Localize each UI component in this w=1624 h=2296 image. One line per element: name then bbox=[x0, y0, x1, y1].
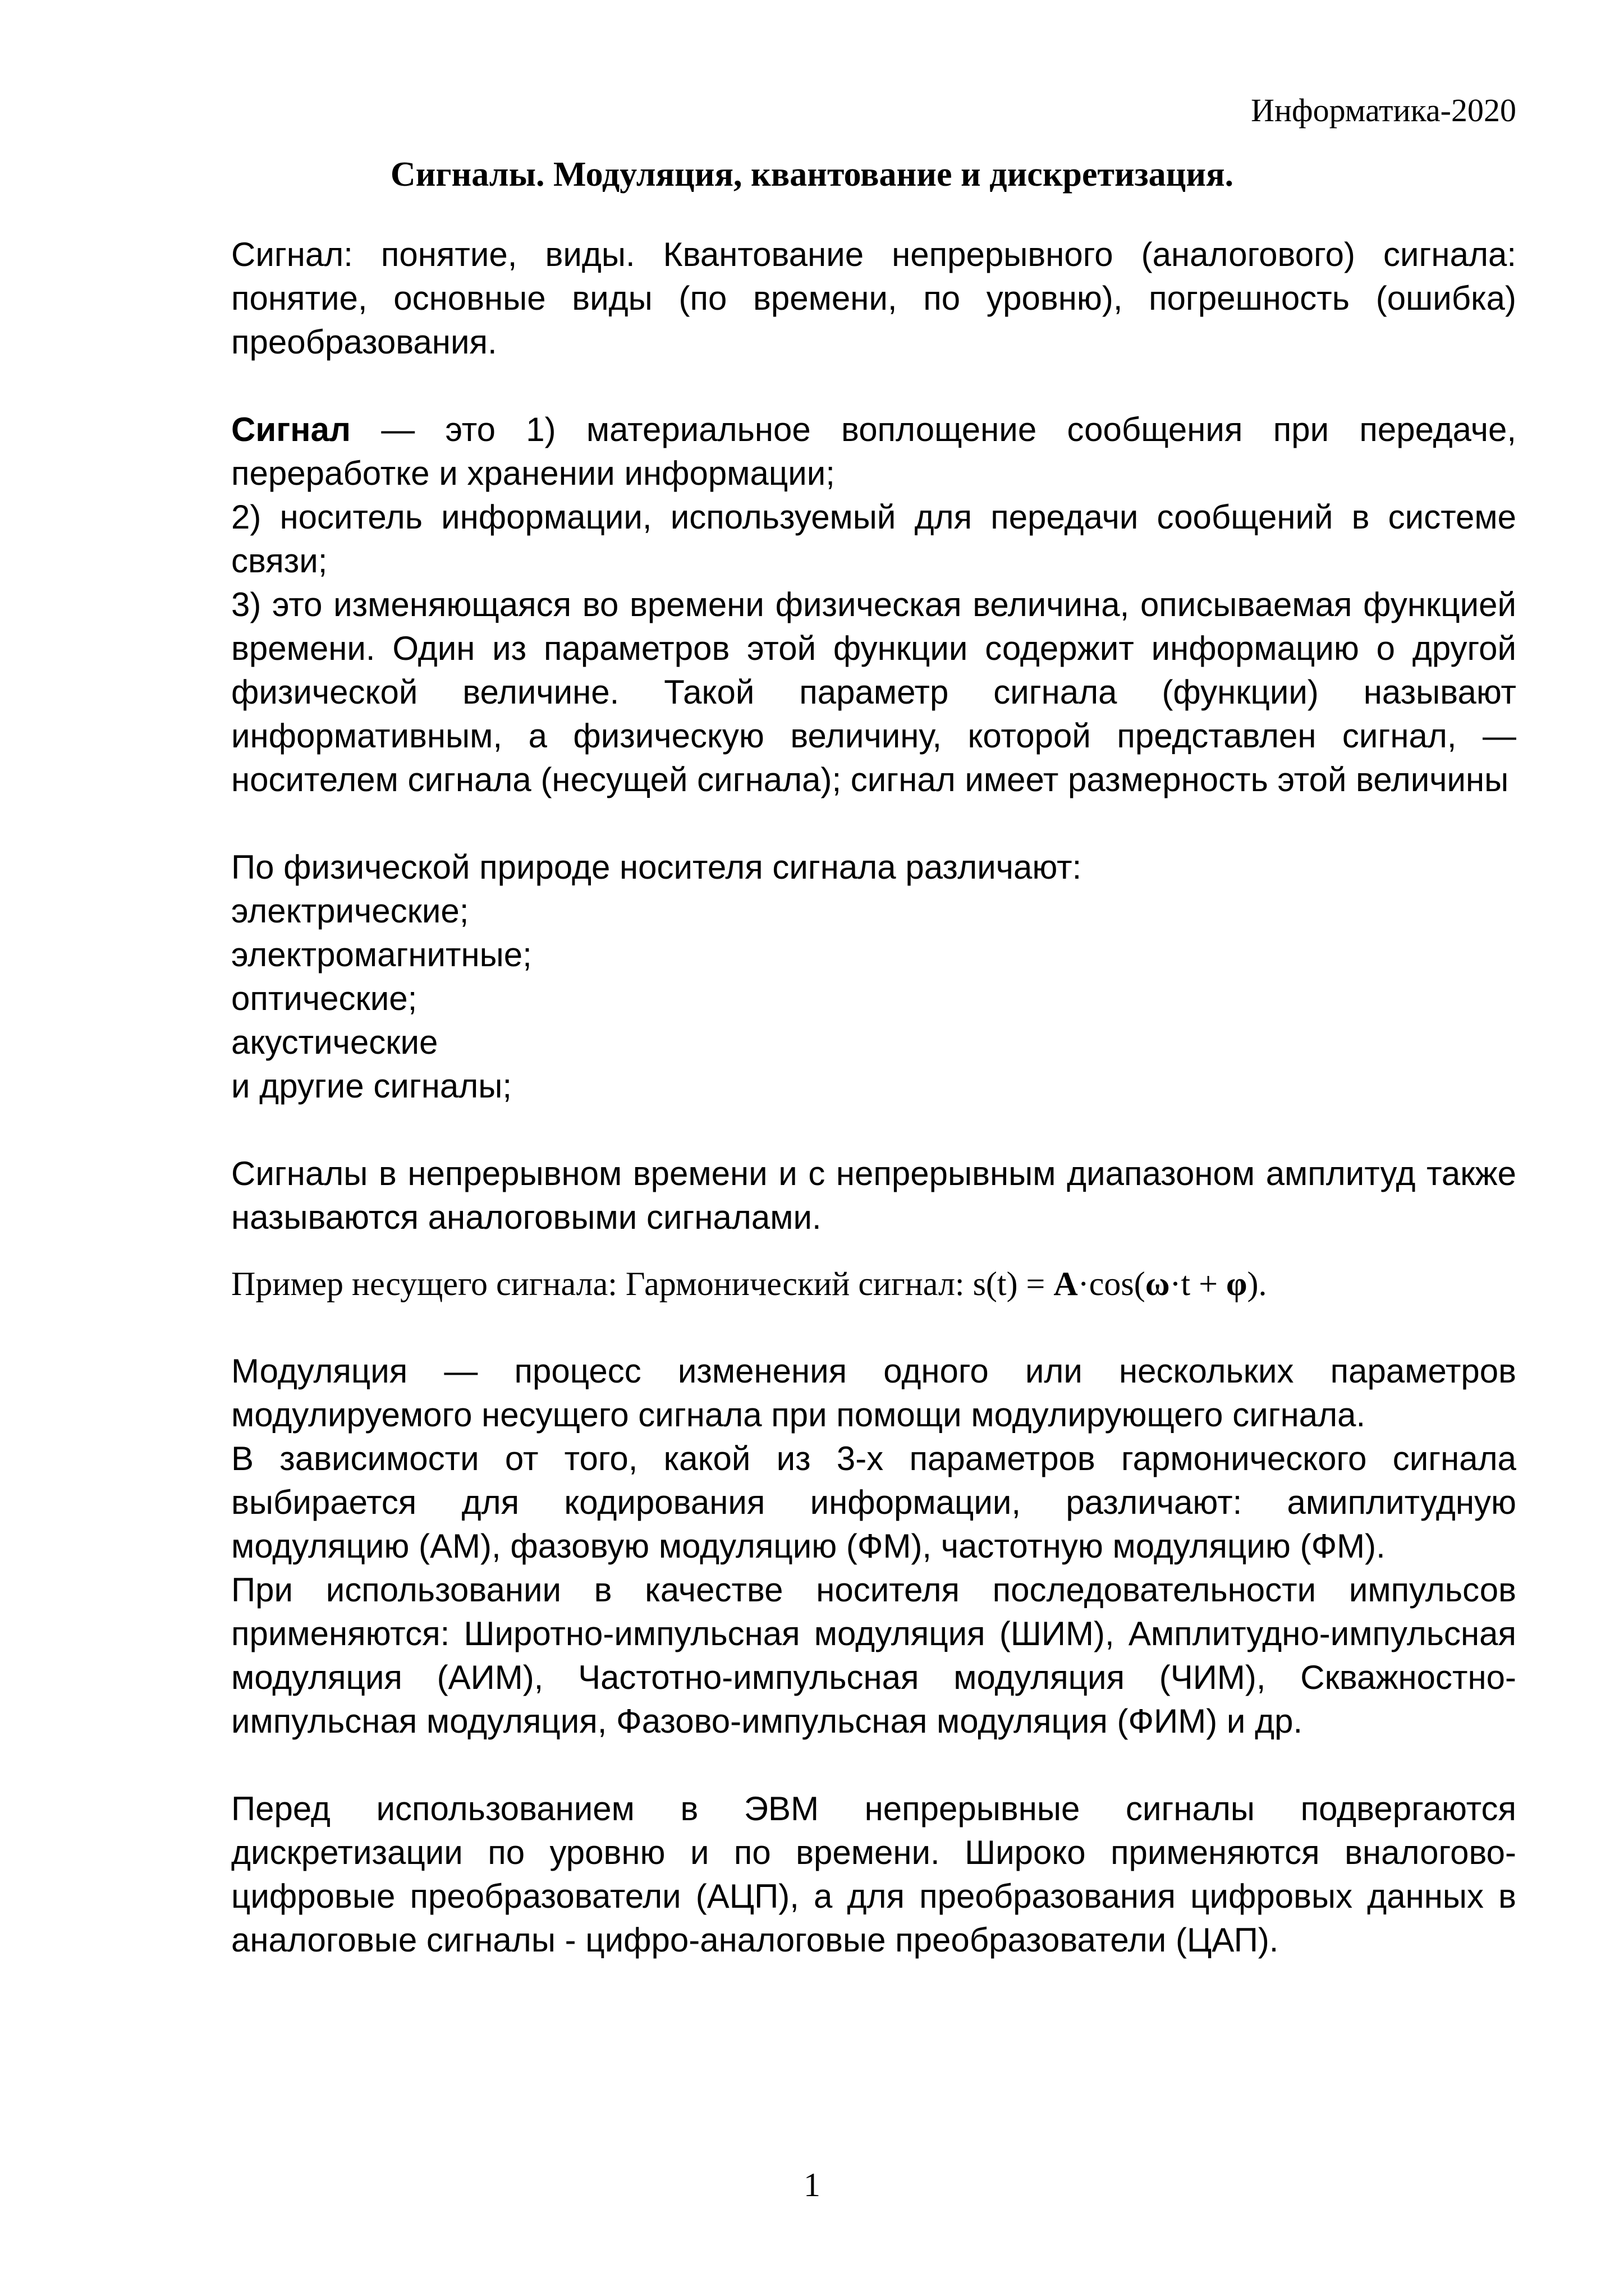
intro-paragraph: Сигнал: понятие, виды. Квантование непрерывного (аналогового) сигнала: понятие, основные виды (по времени, по уровню), погрешность (ошибка) преобразования. bbox=[231, 236, 1516, 361]
list-item: акустические bbox=[231, 1023, 438, 1061]
running-header: Информатика-2020 bbox=[1251, 92, 1516, 128]
list-item: электрические; bbox=[231, 892, 469, 930]
list-item: и другие сигналы; bbox=[231, 1067, 512, 1105]
modulation-types: В зависимости от того, какой из 3-х параметров гармонического сигнала выбирается для кодирования информации, различают: амиплитудную модуляцию (АМ), фазовую модуляцию (ФМ), частотную модуляцию (ФМ). bbox=[231, 1440, 1516, 1565]
conversion-paragraph: Перед использованием в ЭВМ непрерывные сигналы подвергаются дискретизации по уровню и по времени. Широко применяются вналогово-цифровые преобразователи (АЦП), а для преобразования цифровых данных в аналоговые сигналы - цифро-аналоговые преобразователи (ЦАП). bbox=[231, 1790, 1516, 1959]
definition-term: Сигнал bbox=[231, 411, 351, 448]
page-number: 1 bbox=[804, 2166, 820, 2203]
list-item: оптические; bbox=[231, 980, 418, 1017]
formula-t: ·t + bbox=[1169, 1265, 1227, 1302]
example-prefix: Пример несущего сигнала: Гармонический сигнал: bbox=[231, 1265, 973, 1302]
formula-phi: φ bbox=[1226, 1265, 1247, 1302]
analog-paragraph: Сигналы в непрерывном времени и с непрерывным диапазоном амплитуд также называются аналоговыми сигналами. bbox=[231, 1155, 1516, 1236]
page-title: Сигналы. Модуляция, квантование и дискретизация. bbox=[390, 155, 1234, 194]
definition-paragraph bbox=[231, 408, 1516, 495]
definition-part-2: 2) носитель информации, используемый для передачи сообщений в системе связи; bbox=[231, 498, 1516, 580]
list-item: электромагнитные; bbox=[231, 936, 532, 973]
modulation-definition: Модуляция — процесс изменения одного или нескольких параметров модулируемого несущего сигнала при помощи модулирующего сигнала. bbox=[231, 1352, 1516, 1434]
pulse-modulation-types: При использовании в качестве носителя последовательности импульсов применяются: Широтно-импульсная модуляция (ШИМ), Амплитудно-импульсная модуляция (АИМ), Частотно-импульсная модуляция (ЧИМ), Скважностно-импульсная модуляция, Фазово-импульсная модуляция (ФИМ) и др. bbox=[231, 1571, 1516, 1740]
formula-close: ). bbox=[1247, 1265, 1267, 1302]
formula-omega: ω bbox=[1145, 1265, 1170, 1302]
example-formula bbox=[231, 1262, 1516, 1306]
formula-amplitude: A bbox=[1053, 1265, 1078, 1302]
definition-part-1: — это 1) материальное воплощение сообщения при передаче, переработке и хранении информации; bbox=[231, 411, 1516, 492]
formula-s-t: s(t) = bbox=[972, 1265, 1054, 1302]
definition-part-3: 3) это изменяющаяся во времени физическая величина, описываемая функцией времени. Один из параметров этой функции содержит информацию о другой физической величине. Такой параметр сигнала (функции) называют информативным, а физическую величину, которой представлен сигнал, — носителем сигнала (несущей сигнала); сигнал имеет размерность этой величины bbox=[231, 586, 1516, 798]
carrier-types-heading: По физической природе носителя сигнала различают: bbox=[231, 848, 1082, 886]
formula-cos: ·cos( bbox=[1077, 1265, 1145, 1302]
document-body bbox=[231, 233, 1516, 1962]
